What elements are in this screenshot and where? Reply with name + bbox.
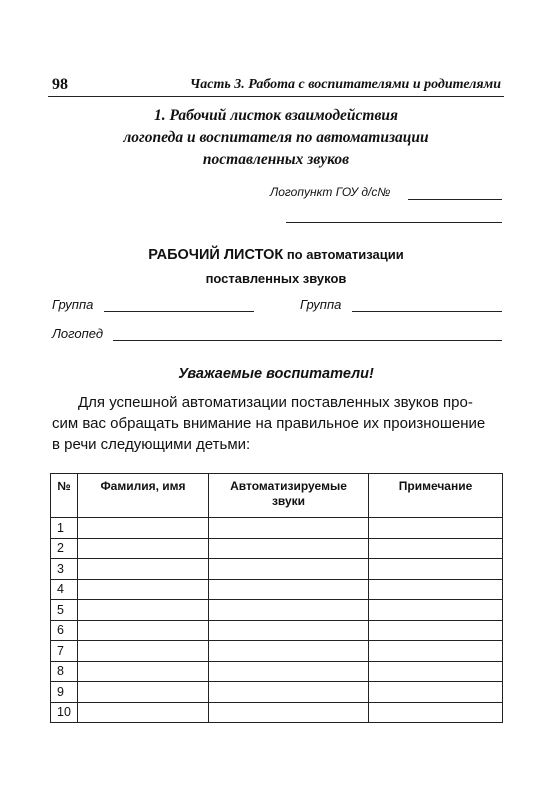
row-number: 10 <box>51 702 78 723</box>
table-row <box>51 682 503 703</box>
name-cell[interactable] <box>78 641 209 662</box>
table-row <box>51 538 503 559</box>
sounds-cell[interactable] <box>209 579 369 600</box>
notes-cell[interactable] <box>369 661 503 682</box>
sounds-cell[interactable] <box>209 682 369 703</box>
group-right-line <box>352 311 502 312</box>
paragraph-line-2: сим вас обращать внимание на правильное их произношение <box>52 415 486 432</box>
group-right-label: Группа <box>300 297 342 312</box>
row-number: 8 <box>51 661 78 682</box>
name-cell[interactable] <box>78 559 209 580</box>
header-number: № <box>51 474 78 518</box>
page-number: 98 <box>52 76 68 93</box>
running-title: Часть 3. Работа с воспитателями и родителями <box>189 77 501 92</box>
notes-cell[interactable] <box>369 682 503 703</box>
worksheet-title-line-2: поставленных звуков <box>205 271 347 286</box>
section-title <box>48 105 504 171</box>
section-title-line-1: 1. Рабочий листок взаимодействия <box>153 107 398 124</box>
sounds-cell[interactable] <box>209 661 369 682</box>
row-number: 4 <box>51 579 78 600</box>
row-number: 9 <box>51 682 78 703</box>
children-table <box>50 473 503 723</box>
row-number: 1 <box>51 518 78 539</box>
name-cell[interactable] <box>78 579 209 600</box>
name-cell[interactable] <box>78 600 209 621</box>
table-row <box>51 641 503 662</box>
worksheet-title-bold: РАБОЧИЙ ЛИСТОК <box>148 247 284 263</box>
name-cell[interactable] <box>78 538 209 559</box>
sounds-cell[interactable] <box>209 538 369 559</box>
notes-cell[interactable] <box>369 641 503 662</box>
sounds-cell[interactable] <box>209 702 369 723</box>
salutation: Уважаемые воспитатели! <box>178 366 374 382</box>
paragraph-line-1: Для успешной автоматизации поставленных звуков про- <box>78 394 473 411</box>
group-left-label: Группа <box>52 297 94 312</box>
table-row <box>51 579 503 600</box>
logopunkt-number-line <box>408 199 502 200</box>
table-row <box>51 559 503 580</box>
sounds-cell[interactable] <box>209 518 369 539</box>
section-title-line-2: логопеда и воспитателя по автоматизации <box>123 129 429 146</box>
table-header-row <box>51 474 503 518</box>
sounds-cell[interactable] <box>209 641 369 662</box>
table-row <box>51 600 503 621</box>
worksheet-title-rest: по автоматизации <box>283 247 404 262</box>
header-rule <box>48 96 504 97</box>
paragraph-line-3: в речи следующими детьми: <box>52 436 251 453</box>
sounds-cell[interactable] <box>209 559 369 580</box>
row-number: 5 <box>51 600 78 621</box>
notes-cell[interactable] <box>369 559 503 580</box>
section-title-line-3: поставленных звуков <box>202 151 350 168</box>
name-cell[interactable] <box>78 620 209 641</box>
notes-cell[interactable] <box>369 579 503 600</box>
notes-cell[interactable] <box>369 702 503 723</box>
sounds-cell[interactable] <box>209 620 369 641</box>
row-number: 3 <box>51 559 78 580</box>
row-number: 6 <box>51 620 78 641</box>
name-cell[interactable] <box>78 682 209 703</box>
header-sounds: Автоматизируемые звуки <box>209 474 369 518</box>
table-row <box>51 702 503 723</box>
logoped-line <box>113 340 502 341</box>
table-row <box>51 661 503 682</box>
instruction-paragraph <box>52 392 502 455</box>
worksheet-title <box>48 243 504 290</box>
logoped-label: Логопед <box>52 326 104 341</box>
header-notes: Примечание <box>369 474 503 518</box>
notes-cell[interactable] <box>369 538 503 559</box>
sounds-cell[interactable] <box>209 600 369 621</box>
row-number: 2 <box>51 538 78 559</box>
name-cell[interactable] <box>78 518 209 539</box>
notes-cell[interactable] <box>369 518 503 539</box>
name-cell[interactable] <box>78 702 209 723</box>
name-cell[interactable] <box>78 661 209 682</box>
logopunkt-address-line <box>286 222 502 223</box>
table-row <box>51 620 503 641</box>
row-number: 7 <box>51 641 78 662</box>
header-name: Фамилия, имя <box>78 474 209 518</box>
notes-cell[interactable] <box>369 620 503 641</box>
group-left-line <box>104 311 254 312</box>
notes-cell[interactable] <box>369 600 503 621</box>
table-row <box>51 518 503 539</box>
logopunkt-label: Логопункт ГОУ д/с№ <box>270 185 391 199</box>
